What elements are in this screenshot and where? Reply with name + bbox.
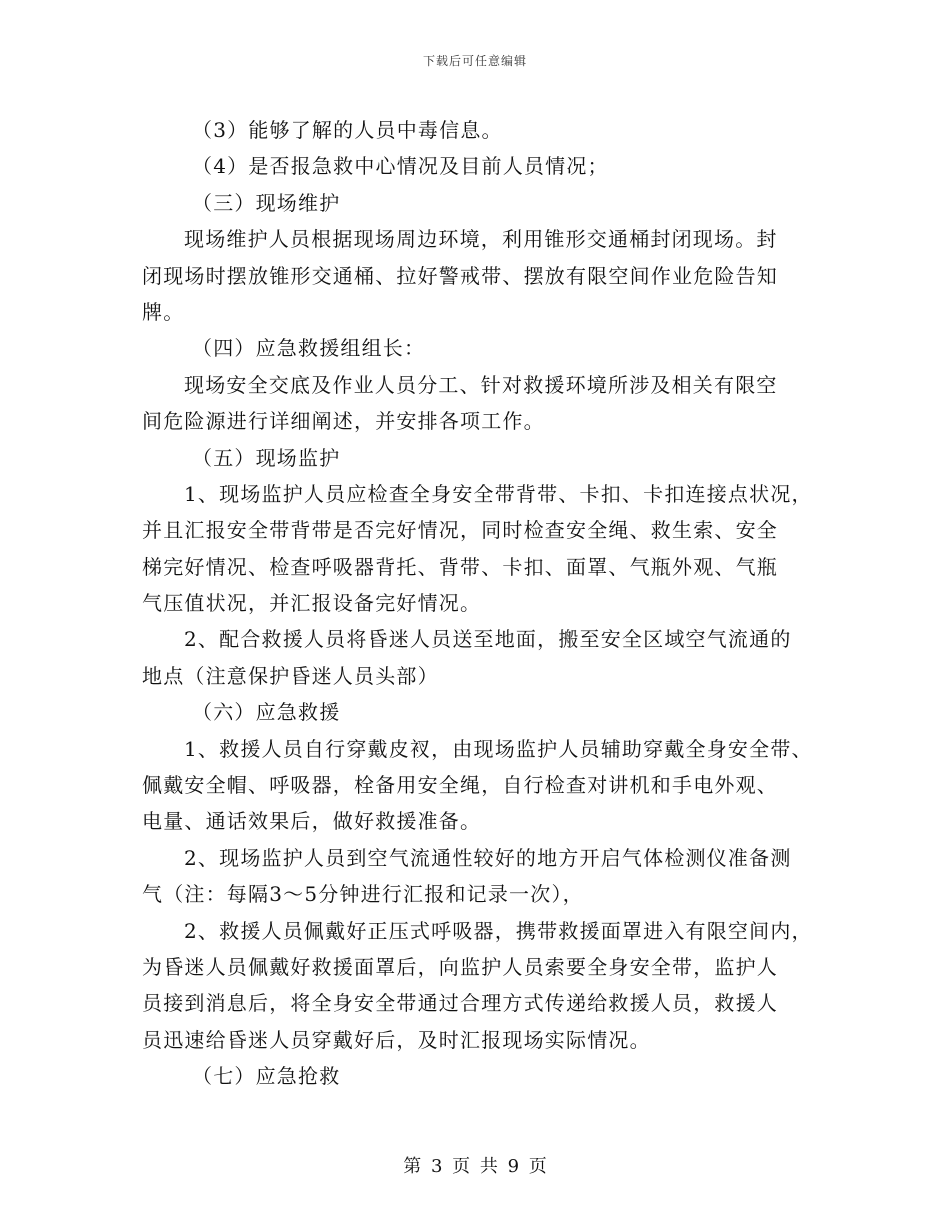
paragraph-line: 1、救援人员自行穿戴皮衩，由现场监护人员辅助穿戴全身安全带、 — [184, 736, 813, 761]
paragraph-line: 员接到消息后，将全身安全带通过合理方式传递给救援人员，救援人 — [142, 991, 778, 1016]
section-heading: （七）应急抢救 — [192, 1064, 341, 1089]
paragraph-line: （4）是否报急救中心情况及目前人员情况； — [192, 154, 609, 179]
paragraph-line: 2、救援人员佩戴好正压式呼吸器，携带救援面罩进入有限空间内， — [184, 918, 813, 943]
paragraph-line: 为昏迷人员佩戴好救援面罩后，向监护人员索要全身安全带，监护人 — [142, 954, 778, 979]
paragraph-line: 气压值状况，并汇报设备完好情况。 — [142, 591, 482, 616]
paragraph-line: 员迅速给昏迷人员穿戴好后，及时汇报现场实际情况。 — [142, 1027, 651, 1052]
paragraph-line: 2、配合救援人员将昏迷人员送至地面，搬至安全区域空气流通的 — [184, 627, 792, 652]
page-number: 第 3 页 共 9 页 — [403, 1156, 547, 1177]
paragraph-line: 闭现场时摆放锥形交通桶、拉好警戒带、摆放有限空间作业危险告知 — [142, 263, 778, 288]
paragraph-line: 气（注：每隔3～5分钟进行汇报和记录一次）， — [142, 882, 584, 907]
paragraph-line: 电量、通话效果后，做好救援准备。 — [142, 809, 482, 834]
paragraph-line: 地点（注意保护昏迷人员头部） — [142, 663, 439, 688]
paragraph-line: （3）能够了解的人员中毒信息。 — [192, 118, 503, 142]
section-heading: （五）现场监护 — [192, 445, 341, 470]
paragraph-line: 现场安全交底及作业人员分工、针对救援环境所涉及相关有限空 — [184, 372, 778, 397]
section-heading: （三）现场维护 — [192, 190, 341, 215]
page-header: 下载后可任意编辑 — [422, 54, 527, 68]
section-heading: （四）应急救援组组长： — [192, 336, 426, 361]
paragraph-line: 佩戴安全帽、呼吸器，栓备用安全绳，自行检查对讲机和手电外观、 — [142, 773, 778, 798]
paragraph-line: 1、现场监护人员应检查全身安全带背带、卡扣、卡扣连接点状况， — [184, 481, 813, 506]
paragraph-line: 并且汇报安全带背带是否完好情况，同时检查安全绳、救生索、安全 — [142, 518, 778, 543]
section-heading: （六）应急救援 — [192, 700, 341, 725]
paragraph-line: 现场维护人员根据现场周边环境，利用锥形交通桶封闭现场。封 — [184, 227, 778, 252]
paragraph-line: 间危险源进行详细阐述，并安排各项工作。 — [142, 409, 545, 434]
paragraph-line: 梯完好情况、检查呼吸器背托、背带、卡扣、面罩、气瓶外观、气瓶 — [142, 554, 778, 579]
paragraph-line: 牌。 — [142, 299, 185, 324]
paragraph-line: 2、现场监护人员到空气流通性较好的地方开启气体检测仪准备测 — [184, 845, 792, 870]
document-body — [142, 112, 832, 1095]
